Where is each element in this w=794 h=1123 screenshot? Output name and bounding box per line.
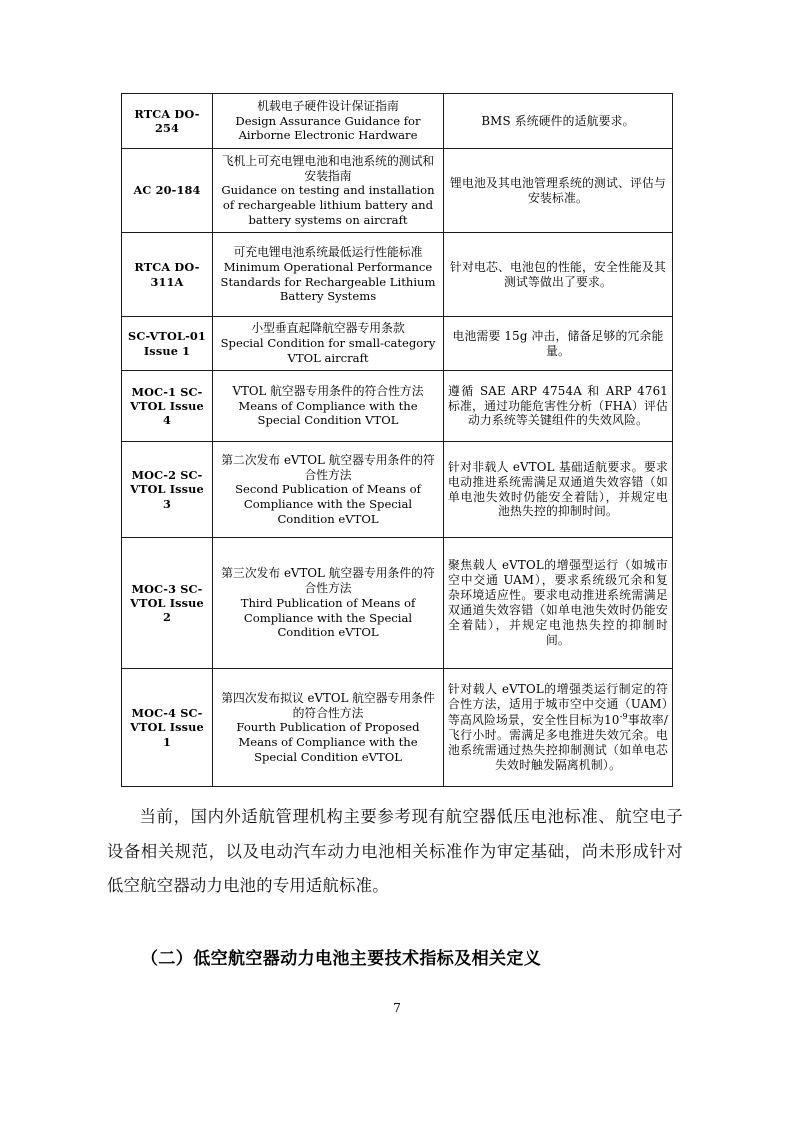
standard-name-cn: 第二次发布 eVTOL 航空器专用条件的符合性方法 xyxy=(221,452,435,482)
standard-name-en: Minimum Operational Performance Standards for Rechargeable Lithium Battery Systems xyxy=(220,260,436,304)
standard-name-en: Fourth Publication of Proposed Means of Compliance with the Special Condition eVTOL xyxy=(236,720,420,764)
standard-name-en: Means of Compliance with the Special Condition VTOL xyxy=(238,398,418,428)
standard-code-cell: MOC-3 SC-VTOL Issue 2 xyxy=(122,538,213,669)
standard-name-en: Third Publication of Means of Compliance with the Special Condition eVTOL xyxy=(240,595,416,640)
table-body xyxy=(122,94,673,787)
standard-name-cn: 机载电子硬件设计保证指南 xyxy=(257,98,399,113)
standard-code-cell: SC-VTOL-01 Issue 1 xyxy=(122,317,213,371)
desc-text-after-exponent: 事故率/飞行小时。需满足多电推进失效冗余。电池系统需通过热失控抑制测试（如单电芯失效时触发隔离机制）。 xyxy=(448,713,669,772)
standard-name-cell xyxy=(213,442,444,538)
standard-code-cell: RTCA DO-311A xyxy=(122,233,213,317)
standard-desc-cell: BMS 系统硬件的适航要求。 xyxy=(444,94,673,149)
standard-desc-cell: 针对电芯、电池包的性能，安全性能及其测试等做出了要求。 xyxy=(444,233,673,317)
standard-desc-cell: 聚焦载人 eVTOL的增强型运行（如城市空中交通 UAM），要求系统级冗余和复杂环境适应性。要求电动推进系统需满足双通道失效容错（如单电池失效时仍能安全着陆），并规定电池热失控的抑制时间。 xyxy=(444,538,673,669)
standard-name-cn: 飞机上可充电锂电池和电池系统的测试和安装指南 xyxy=(221,153,435,183)
table-row xyxy=(122,538,673,669)
standard-name-cell xyxy=(213,371,444,442)
table-row xyxy=(122,149,673,233)
standard-desc-cell xyxy=(444,669,673,787)
standard-name-cn: 第四次发布拟议 eVTOL 航空器专用条件的符合性方法 xyxy=(221,690,435,720)
standard-name-en: Design Assurance Guidance for Airborne Electronic Hardware xyxy=(235,113,421,143)
standard-desc-cell: 电池需要 15g 冲击，储备足够的冗余能量。 xyxy=(444,317,673,371)
standard-name-cn: 可充电锂电池系统最低运行性能标准 xyxy=(233,245,423,260)
desc-text-before-exponent: 针对载人 eVTOL的增强类运行制定的符合性方法，适用于城市空中交通（UAM）等高风险场景，安全性目标为10 xyxy=(448,682,668,728)
standard-name-en: Guidance on testing and installation of rechargeable lithium battery and battery systems on aircraft xyxy=(221,183,435,227)
table-row xyxy=(122,669,673,787)
standard-desc-cell: 针对非载人 eVTOL 基础适航要求。要求电动推进系统需满足双通道失效容错（如单电池失效时仍能安全着陆），并规定电池热失控的抑制时间。 xyxy=(444,442,673,538)
standard-name-cell xyxy=(213,149,444,233)
airworthiness-standards-table xyxy=(121,93,673,787)
table-row xyxy=(122,94,673,149)
standard-name-cn: 小型垂直起降航空器专用条款 xyxy=(251,321,405,336)
standard-name-cell xyxy=(213,669,444,787)
standard-name-cell xyxy=(213,317,444,371)
page-number: 7 xyxy=(393,1000,401,1015)
body-paragraph: 当前，国内外适航管理机构主要参考现有航空器低压电池标准、航空电子设备相关规范，以及电动汽车动力电池相关标准作为审定基础，尚未形成针对低空航空器动力电池的专用适航标准。 xyxy=(107,807,683,895)
standard-name-cn: 第三次发布 eVTOL 航空器专用条件的符合性方法 xyxy=(221,566,435,596)
standard-desc-cell: 遵循 SAE ARP 4754A 和 ARP 4761 标准，通过功能危害性分析（FHA）评估动力系统等关键组件的失效风险。 xyxy=(444,371,673,442)
standard-code-cell: MOC-4 SC-VTOL Issue 1 xyxy=(122,669,213,787)
table-row xyxy=(122,442,673,538)
standard-name-en: Second Publication of Means of Compliance with the Special Condition eVTOL xyxy=(235,482,421,526)
standard-name-en: Special Condition for small-category VTOL aircraft xyxy=(220,336,436,365)
standard-name-cell xyxy=(213,538,444,669)
standard-code-cell: MOC-2 SC-VTOL Issue 3 xyxy=(122,442,213,538)
table-row xyxy=(122,317,673,371)
exponent-superscript: -9 xyxy=(619,712,628,722)
standard-code-cell: MOC-1 SC-VTOL Issue 4 xyxy=(122,371,213,442)
section-sub-heading: （二）低空航空器动力电池主要技术指标及相关定义 xyxy=(141,949,542,969)
standard-name-cell xyxy=(213,233,444,317)
standard-desc-cell: 锂电池及其电池管理系统的测试、评估与安装标准。 xyxy=(444,149,673,233)
standard-name-cell xyxy=(213,94,444,149)
standard-code-cell: AC 20-184 xyxy=(122,149,213,233)
table-row xyxy=(122,371,673,442)
standard-code-cell: RTCA DO-254 xyxy=(122,94,213,149)
standard-name-cn: VTOL 航空器专用条件的符合性方法 xyxy=(232,383,424,398)
table-row xyxy=(122,233,673,317)
